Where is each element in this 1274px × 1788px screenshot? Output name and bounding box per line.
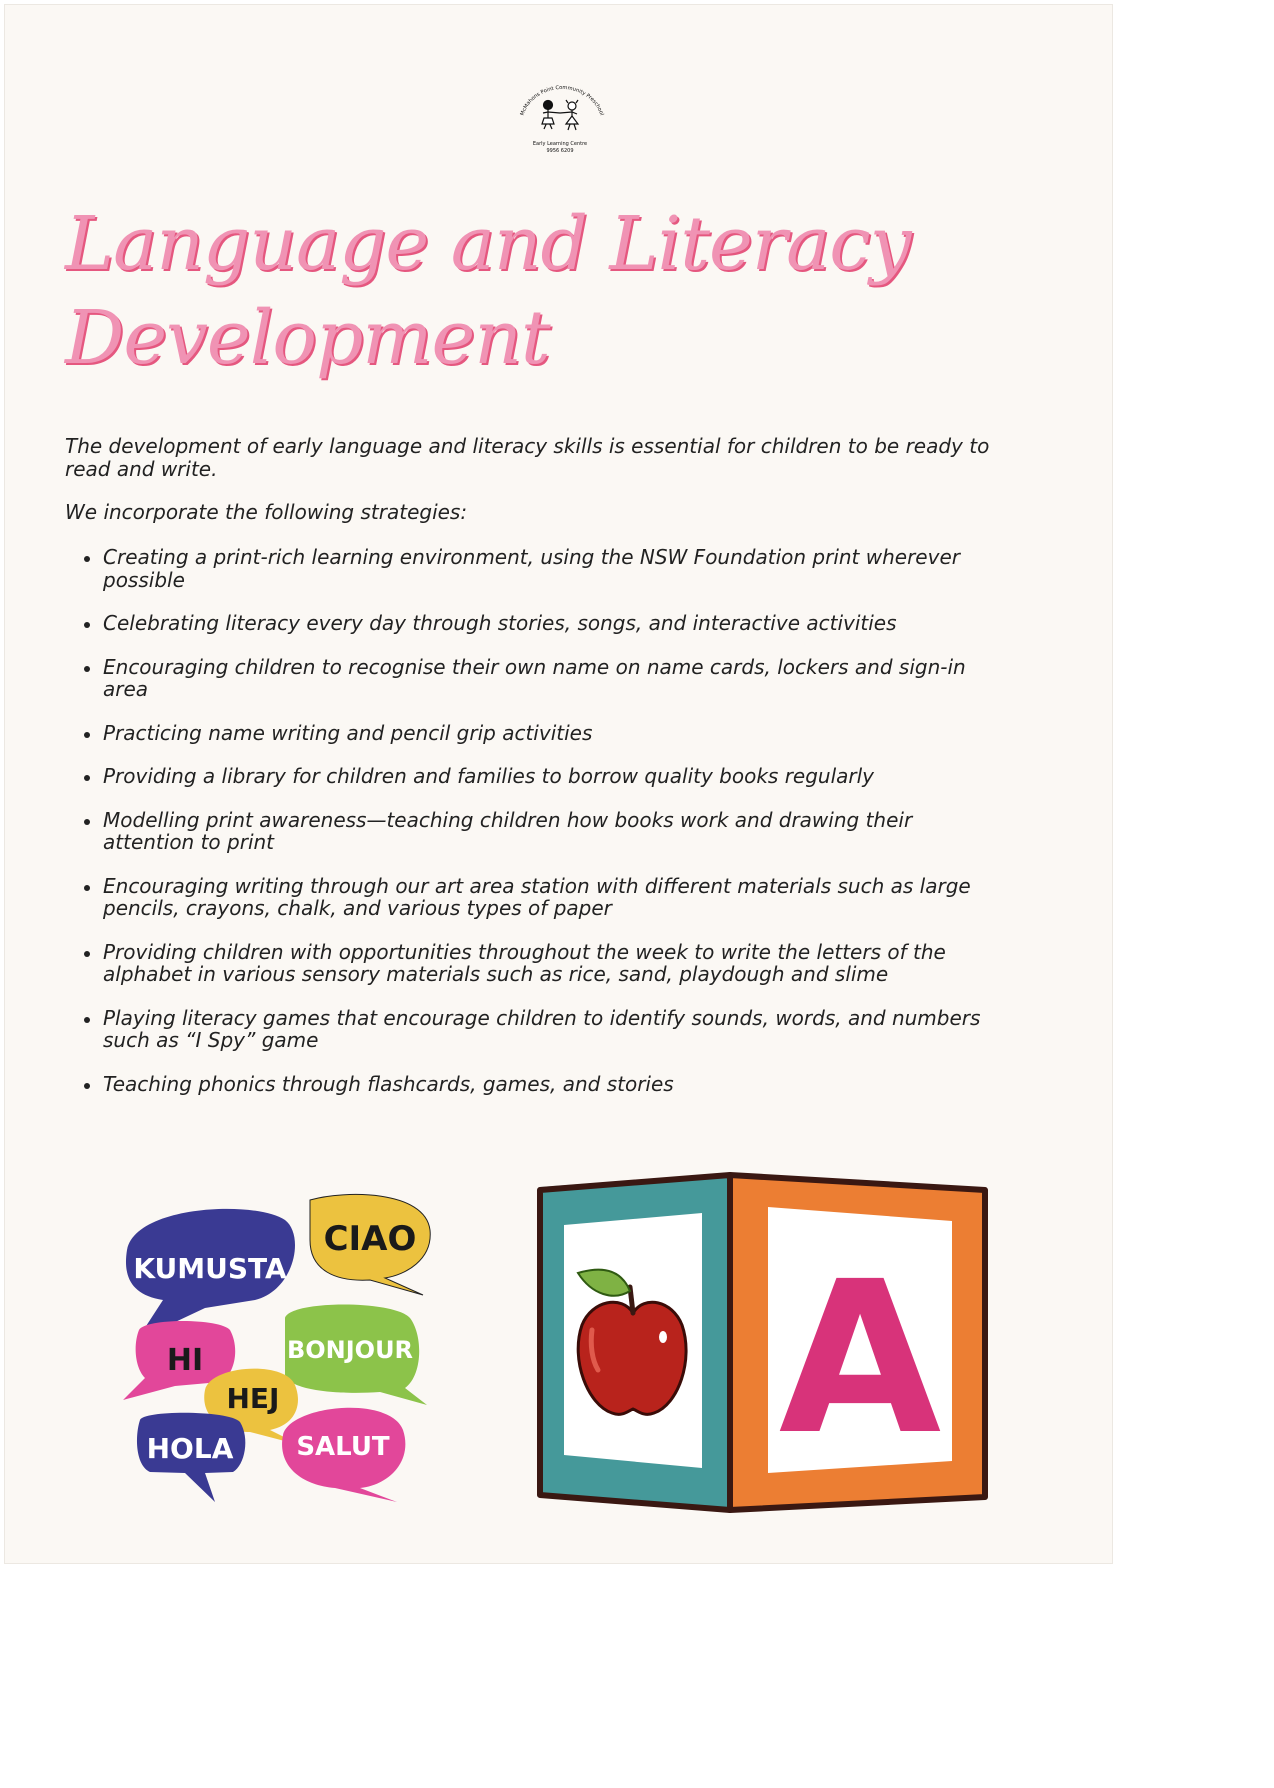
bubble-word: KUMUSTA <box>133 1252 287 1285</box>
intro-paragraph: The development of early language and literacy skills is essential for children to be ready to read and write. <box>65 434 990 481</box>
multilingual-speech-bubbles <box>105 1190 445 1510</box>
logo-arc-text: McMahons Point Community Preschool <box>519 85 605 117</box>
speech-bubble-salut <box>282 1408 405 1502</box>
bubble-word: HOLA <box>146 1432 234 1465</box>
page-title <box>65 197 965 385</box>
svg-text:McMahons Point Community Presc <box>520 85 605 116</box>
bubble-word: HI <box>166 1343 204 1378</box>
logo-subtitle: Early Learning Centre <box>532 141 588 147</box>
title-line-2: Development <box>65 295 550 381</box>
bubble-word: SALUT <box>296 1432 390 1462</box>
children-holding-hands-icon <box>542 100 578 130</box>
strategy-item: Encouraging writing through our art area station with different materials such as large pencils, crayons, chalk, and various types of paper <box>77 875 1007 920</box>
strategy-item: Practicing name writing and pencil grip activities <box>77 722 1007 745</box>
strategy-item: Teaching phonics through flashcards, games, and stories <box>77 1073 1007 1096</box>
preschool-logo <box>510 85 610 157</box>
strategies-list <box>77 546 1007 1116</box>
speech-bubble-bonjour <box>285 1305 427 1406</box>
block-letter: A <box>778 1236 942 1481</box>
speech-bubble-kumusta <box>126 1209 295 1340</box>
speech-bubble-ciao <box>310 1194 430 1295</box>
strategy-item: Providing children with opportunities throughout the week to write the letters of the alphabet in various sensory materials such as rice, sand, playdough and slime <box>77 941 1007 986</box>
strategies-lead: We incorporate the following strategies: <box>65 500 468 524</box>
strategy-item: Playing literacy games that encourage children to identify sounds, words, and numbers such as “I Spy” game <box>77 1007 1007 1052</box>
bubble-word: BONJOUR <box>286 1336 414 1364</box>
bubble-word: HEJ <box>226 1382 280 1415</box>
document-page <box>4 4 1113 1564</box>
speech-bubble-hola <box>137 1413 245 1502</box>
strategy-item: Providing a library for children and families to borrow quality books regularly <box>77 765 1007 788</box>
alphabet-block <box>530 1155 995 1520</box>
strategy-item: Creating a print-rich learning environment, using the NSW Foundation print wherever possible <box>77 546 1007 591</box>
strategy-item: Encouraging children to recognise their own name on name cards, lockers and sign-in area <box>77 656 1007 701</box>
title-line-1: Language and Literacy <box>65 201 911 287</box>
bubble-word: CIAO <box>323 1219 417 1259</box>
strategy-item: Celebrating literacy every day through stories, songs, and interactive activities <box>77 612 1007 635</box>
strategy-item: Modelling print awareness—teaching children how books work and drawing their attention to print <box>77 809 1007 854</box>
logo-phone: 9956 6209 <box>546 148 574 154</box>
